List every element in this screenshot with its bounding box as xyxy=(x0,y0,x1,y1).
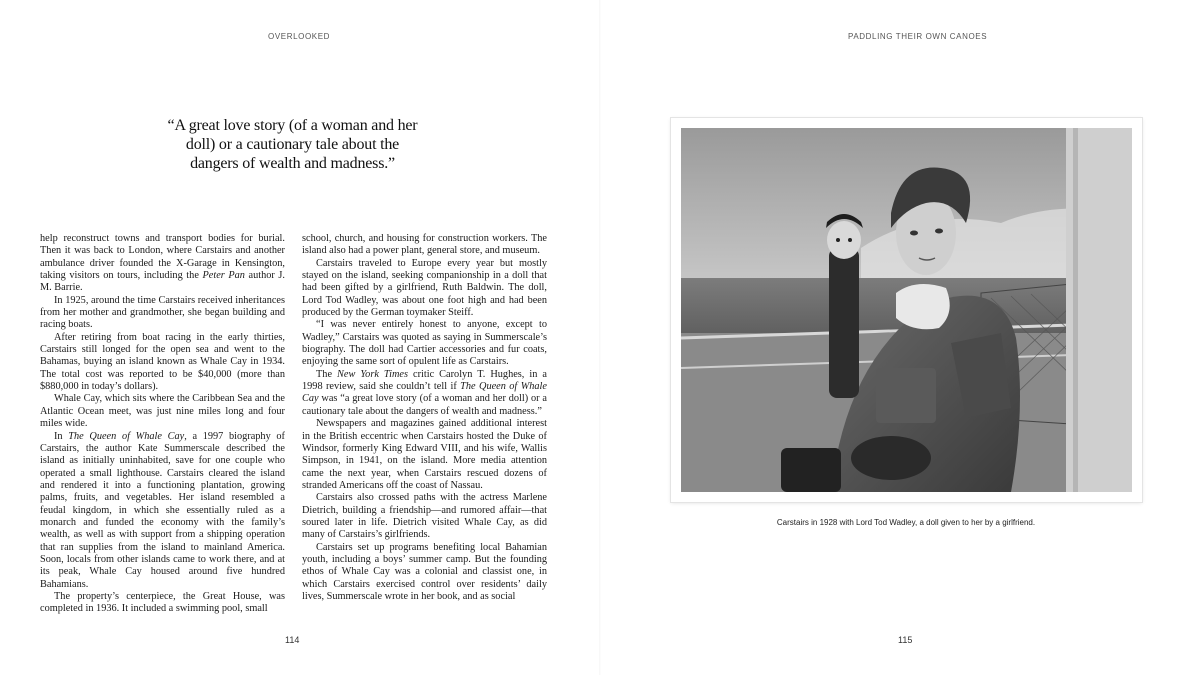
body-paragraph xyxy=(302,542,547,604)
body-paragraph xyxy=(302,319,547,368)
left-page-number: 114 xyxy=(285,635,300,645)
italic-title: Peter Pan xyxy=(202,270,245,282)
text-run: Carstairs also crossed paths with the actress Marlene Dietrich, building a friendship—and rumored affair—that soured later in life. Dietrich visited Whale Cay, as did many of Carstairs’s girlfriends. xyxy=(302,492,547,541)
body-paragraph xyxy=(40,431,285,591)
text-run: author J. M. Barrie. xyxy=(40,270,285,294)
body-paragraph xyxy=(40,332,285,394)
text-run: school, church, and housing for construction workers. The island also had a power plant, general store, and museum. xyxy=(302,233,547,257)
italic-title: The Queen of Whale Cay xyxy=(302,381,547,405)
body-paragraph xyxy=(40,295,285,332)
text-run: Whale Cay, which sits where the Caribbean Sea and the Atlantic Ocean meet, was just nine miles long and four miles wide. xyxy=(40,393,285,430)
photo-frame xyxy=(671,118,1142,502)
body-paragraph xyxy=(302,418,547,492)
photo-caption: Carstairs in 1928 with Lord Tod Wadley, a doll given to her by a girlfriend. xyxy=(776,518,1036,527)
text-run: help reconstruct towns and transport bodies for burial. Then it was back to London, where Carstairs and another ambulance driver founded the X-Garage in Kensington, taking visitors on tours, including the xyxy=(40,233,285,282)
body-paragraph xyxy=(302,233,547,258)
text-run: The xyxy=(316,368,338,380)
body-paragraph xyxy=(302,492,547,541)
text-run: In xyxy=(54,430,69,442)
right-page-number: 115 xyxy=(898,635,913,645)
right-page xyxy=(600,0,1200,675)
body-paragraph xyxy=(302,369,547,418)
photo-illustration xyxy=(681,128,1132,492)
body-paragraph xyxy=(40,591,285,616)
text-run: was “a great love story (of a woman and her doll) or a cautionary tale about the dangers of wealth and madness.” xyxy=(302,393,547,417)
body-paragraph xyxy=(40,233,285,295)
left-running-head: OVERLOOKED xyxy=(268,32,331,41)
body-paragraph xyxy=(40,393,285,430)
pull-quote: “A great love story (of a woman and her doll) or a cautionary tale about the dangers of wealth and madness.” xyxy=(167,117,418,172)
text-run: Carstairs set up programs benefiting local Bahamian youth, including a boys’ summer camp. But the founding ethos of Whale Cay was a colonial and classist one, in which Carstairs exercised control over residents’ daily lives, Summerscale wrote in her book, and as social xyxy=(302,541,547,602)
body-paragraph xyxy=(302,258,547,320)
italic-title: New York Times xyxy=(337,368,408,380)
italic-title: The Queen of Whale Cay xyxy=(68,430,185,442)
body-column-2 xyxy=(302,233,547,603)
right-running-head: PADDLING THEIR OWN CANOES xyxy=(848,32,988,41)
text-run: After retiring from boat racing in the early thirties, Carstairs still longed for the open sea and went to the Bahamas, buying an island known as Whale Cay in 1934. The total cost was reported to be $40,000 (more than $880,000 in today’s dollars). xyxy=(40,331,285,393)
text-run: The property’s centerpiece, the Great House, was completed in 1936. It included a swimming pool, small xyxy=(40,590,285,615)
text-run: Newspapers and magazines gained additional interest in the British eccentric when Carstairs hosted the Duke of Windsor, formerly King Edward VIII, and his wife, Wallis Simpson, in 1941, on the island. More media attention came the next year, when Carstairs rescued dozens of stranded Americans off the coast of Nassau. xyxy=(302,418,547,491)
body-column-1 xyxy=(40,233,285,616)
text-run: , a 1997 biography of Carstairs, the author Kate Summerscale described the island as initially uninhabited, save for one couple who operated a small lighthouse. Carstairs cleared the island and rendered it into a functioning plantation, growing palms, fruits, and vegetables. Her island resembled a feudal kingdom, in which she essentially ruled as a monarch and funded the economy with the family’s wealth, as well as with support from a shipping operation that ran supplies from the island to mainland America. Soon, locals from other islands came to work there, and at its peak, Whale Cay housed around five hundred Bahamians. xyxy=(40,430,285,590)
text-run: Carstairs traveled to Europe every year but mostly stayed on the island, seeking companionship in a doll that had been gifted by a girlfriend, Ruth Baldwin. The doll, Lord Tod Wadley, was about one foot high and had been produced by the German toymaker Steiff. xyxy=(302,257,547,319)
text-run: In 1925, around the time Carstairs received inheritances from her mother and grandmother, she began building and racing boats. xyxy=(40,294,285,331)
text-run: critic Carolyn T. Hughes, in a 1998 review, said she couldn’t tell if xyxy=(302,368,548,393)
text-run: “I was never entirely honest to anyone, except to Wadley,” Carstairs was quoted as saying in Summerscale’s biography. The doll had Cartier accessories and fur coats, enjoying the same sort of opulent life as Carstairs. xyxy=(302,319,547,368)
portrait-photo xyxy=(681,128,1132,492)
